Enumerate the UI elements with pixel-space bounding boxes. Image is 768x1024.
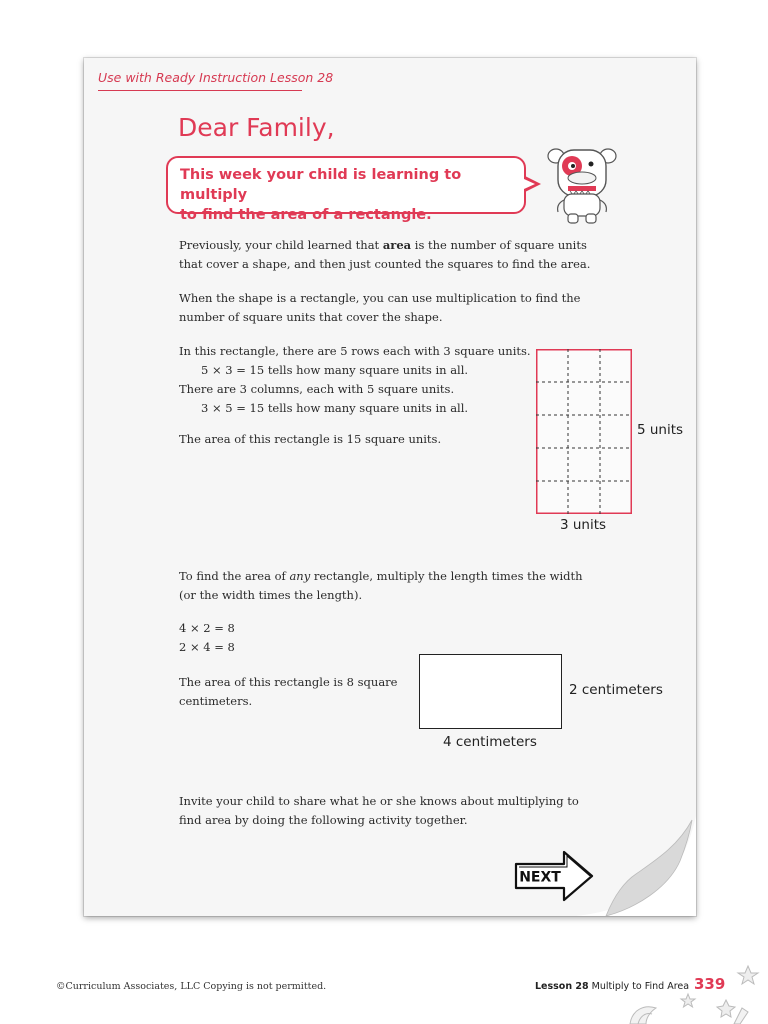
p7-line-2: find area by doing the following activity together. <box>179 813 468 827</box>
paragraph-any-rectangle <box>179 567 583 605</box>
p5-italic-term: any <box>289 569 311 583</box>
equation-2: 2 × 4 = 8 <box>179 640 235 654</box>
p3-line-3: There are 3 columns, each with 5 square units. <box>179 382 455 396</box>
paragraph-area-definition <box>179 236 590 274</box>
bubble-line-1: This week your child is learning to multiply <box>180 167 462 203</box>
p1-text-b: is the number of square units <box>411 238 587 252</box>
next-button-label: NEXT <box>519 869 561 886</box>
speech-bubble <box>166 156 526 223</box>
p4-line-1: The area of this rectangle is 15 square units. <box>179 432 442 446</box>
use-with-header: Use with Ready Instruction Lesson 28 <box>98 70 334 85</box>
rect-height-label: 2 centimeters <box>569 682 663 698</box>
footer-lesson-number: Lesson 28 <box>535 981 589 992</box>
paragraph-invite <box>179 792 579 830</box>
page-number: 339 <box>694 975 726 993</box>
p5-text-b: rectangle, multiply the length times the width <box>310 569 583 583</box>
letter-sheet <box>84 58 696 916</box>
p1-text-a: Previously, your child learned that <box>179 238 383 252</box>
paragraph-rows-columns <box>179 342 531 418</box>
paragraph-area-8 <box>179 673 397 711</box>
footer-lesson-title: Multiply to Find Area <box>591 981 690 992</box>
p6-line-2: centimeters. <box>179 694 253 708</box>
header-rule <box>98 90 302 91</box>
p3-line-4: 3 × 5 = 15 tells how many square units in all. <box>201 401 469 415</box>
grid-width-label: 3 units <box>560 517 607 533</box>
p5-line-2: (or the width times the length). <box>179 588 363 602</box>
greeting: Dear Family, <box>178 113 335 142</box>
centimeter-rectangle <box>419 654 562 729</box>
p5-line-1 <box>179 567 583 586</box>
paragraph-area-15 <box>179 430 441 449</box>
p1-line-2: that cover a shape, and then just counted the squares to find the area. <box>179 257 591 271</box>
equations <box>179 619 235 657</box>
p1-line-1 <box>179 236 590 255</box>
p7-line-1: Invite your child to share what he or she knows about multiplying to <box>179 794 579 808</box>
bubble-tail-inner <box>524 179 535 189</box>
decorative-stars-icon <box>610 960 768 1024</box>
rect-width-label: 4 centimeters <box>443 734 537 750</box>
page-curl-icon <box>576 816 696 916</box>
mascot-icon <box>544 142 620 226</box>
grid-height-label: 5 units <box>637 422 684 438</box>
p2-line-1: When the shape is a rectangle, you can use multiplication to find the <box>179 291 581 305</box>
grid-rectangle-figure <box>536 349 632 518</box>
p2-line-2: number of square units that cover the shape. <box>179 310 443 324</box>
equation-1: 4 × 2 = 8 <box>179 621 235 635</box>
p3-line-1: In this rectangle, there are 5 rows each with 3 square units. <box>179 344 531 358</box>
paragraph-multiplication-intro <box>179 289 580 327</box>
p3-line-2: 5 × 3 = 15 tells how many square units in all. <box>201 363 469 377</box>
bubble-line-2: to find the area of a rectangle. <box>180 207 432 223</box>
p1-bold-term: area <box>382 238 412 252</box>
copyright-notice: ©Curriculum Associates, LLC Copying is not permitted. <box>56 981 327 992</box>
p5-text-a: To find the area of <box>179 569 290 583</box>
unit-grid <box>536 349 632 514</box>
p6-line-1: The area of this rectangle is 8 square <box>179 675 398 689</box>
